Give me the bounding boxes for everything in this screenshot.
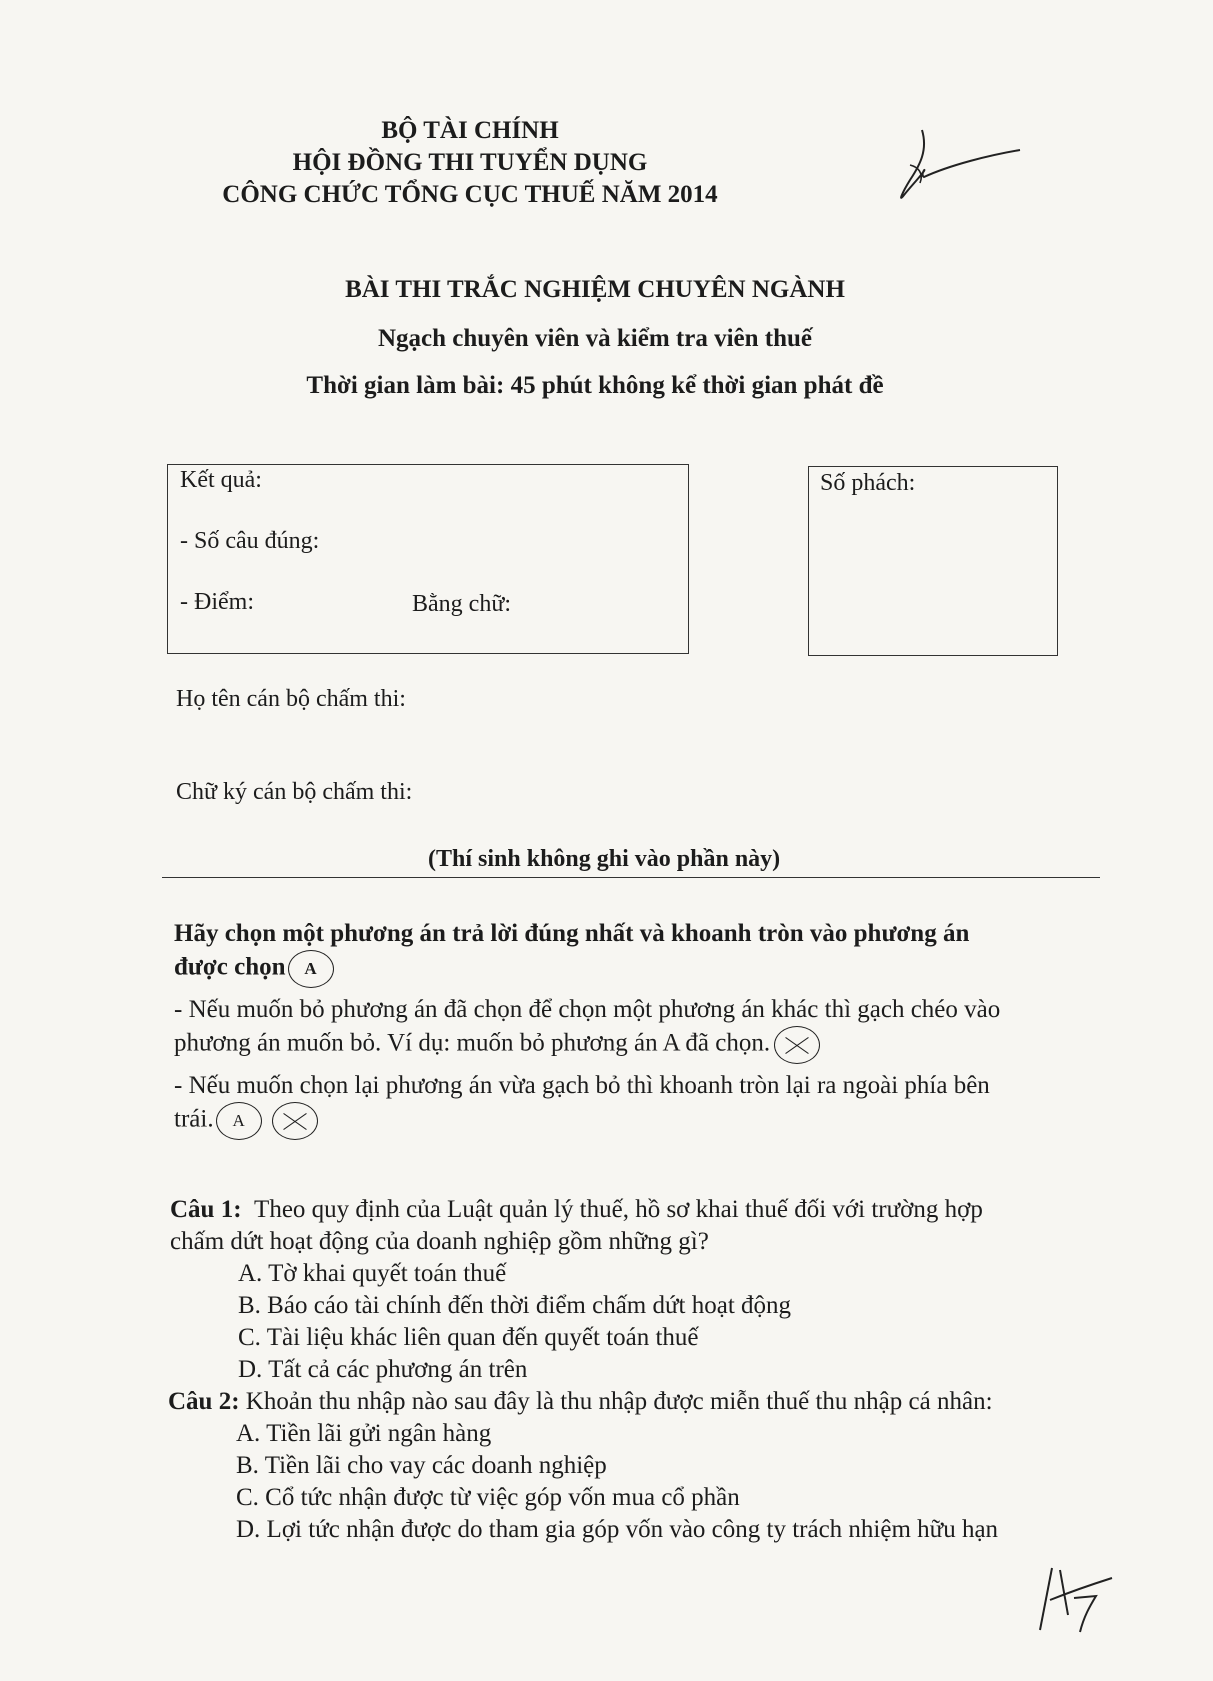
question-1-option-b: B. Báo cáo tài chính đến thời điểm chấm dứt hoạt động — [238, 1292, 792, 1319]
exam-subtitle: Ngạch chuyên viên và kiểm tra viên thuế — [377, 325, 813, 352]
grader-signature-label: Chữ ký cán bộ chấm thi: — [176, 779, 413, 805]
header-council: HỘI ĐỒNG THI TUYỂN DỤNG — [292, 149, 648, 176]
header-ministry: BỘ TÀI CHÍNH — [381, 117, 559, 144]
divider — [162, 877, 1100, 878]
exam-duration: Thời gian làm bài: 45 phút không kể thời gian phát đề — [306, 372, 884, 399]
question-2-option-b: B. Tiền lãi cho vay các doanh nghiệp — [236, 1452, 607, 1479]
grader-name-label: Họ tên cán bộ chấm thi: — [176, 686, 406, 712]
question-2-text: Khoản thu nhập nào sau đây là thu nhập được miễn thuế thu nhập cá nhân: — [245, 1388, 993, 1415]
change-line-1: - Nếu muốn bỏ phương án đã chọn để chọn một phương án khác thì gạch chéo vào — [174, 996, 1001, 1023]
question-1-option-a: A. Tờ khai quyết toán thuế — [238, 1260, 507, 1287]
change-line-2 — [174, 1026, 820, 1064]
signature-scribble — [880, 125, 1030, 215]
score-label: - Điểm: — [180, 589, 254, 615]
restore-line-2-text: trái. — [174, 1105, 214, 1133]
change-line-2-text: phương án muốn bỏ. Ví dụ: muốn bỏ phương án A đã chọn. — [174, 1029, 771, 1057]
circled-option-example: A — [288, 950, 334, 988]
question-2-option-a: A. Tiền lãi gửi ngân hàng — [236, 1420, 492, 1447]
header-department: CÔNG CHỨC TỔNG CỤC THUẾ NĂM 2014 — [222, 181, 718, 208]
handwritten-page-mark — [1030, 1560, 1120, 1640]
question-1-label: Câu 1: — [170, 1196, 242, 1223]
crossed-option-example-2 — [272, 1102, 318, 1140]
instruction-line-2-text: được chọn — [174, 953, 286, 981]
question-1-option-c: C. Tài liệu khác liên quan đến quyết toán thuế — [238, 1324, 699, 1351]
score-in-words-label: Bằng chữ: — [412, 591, 511, 617]
question-1-text-cont: chấm dứt hoạt động của doanh nghiệp gồm những gì? — [170, 1228, 709, 1255]
question-2-label: Câu 2: — [168, 1388, 240, 1415]
result-title: Kết quả: — [180, 467, 262, 493]
correct-count-label: - Số câu đúng: — [180, 528, 320, 554]
restore-line-1: - Nếu muốn chọn lại phương án vừa gạch bỏ thì khoanh tròn lại ra ngoài phía bên — [174, 1072, 990, 1099]
question-1-option-d: D. Tất cả các phương án trên — [238, 1356, 528, 1383]
code-title: Số phách: — [820, 470, 916, 496]
question-1 — [170, 1196, 983, 1224]
crossed-option-example — [774, 1026, 820, 1064]
instruction-line-1: Hãy chọn một phương án trả lời đúng nhất và khoanh tròn vào phương án — [174, 920, 970, 947]
instruction-line-2 — [174, 950, 334, 988]
question-2-option-c: C. Cổ tức nhận được từ việc góp vốn mua cổ phần — [236, 1484, 740, 1511]
restore-line-2 — [174, 1102, 318, 1140]
notice-text: (Thí sinh không ghi vào phần này) — [428, 846, 781, 872]
question-2 — [168, 1388, 993, 1416]
question-1-text: Theo quy định của Luật quản lý thuế, hồ sơ khai thuế đối với trường hợp — [254, 1196, 983, 1223]
exam-title: BÀI THI TRẮC NGHIỆM CHUYÊN NGÀNH — [345, 276, 845, 303]
question-2-option-d: D. Lợi tức nhận được do tham gia góp vốn vào công ty trách nhiệm hữu hạn — [236, 1516, 999, 1543]
recircled-option-example: A — [216, 1102, 262, 1140]
